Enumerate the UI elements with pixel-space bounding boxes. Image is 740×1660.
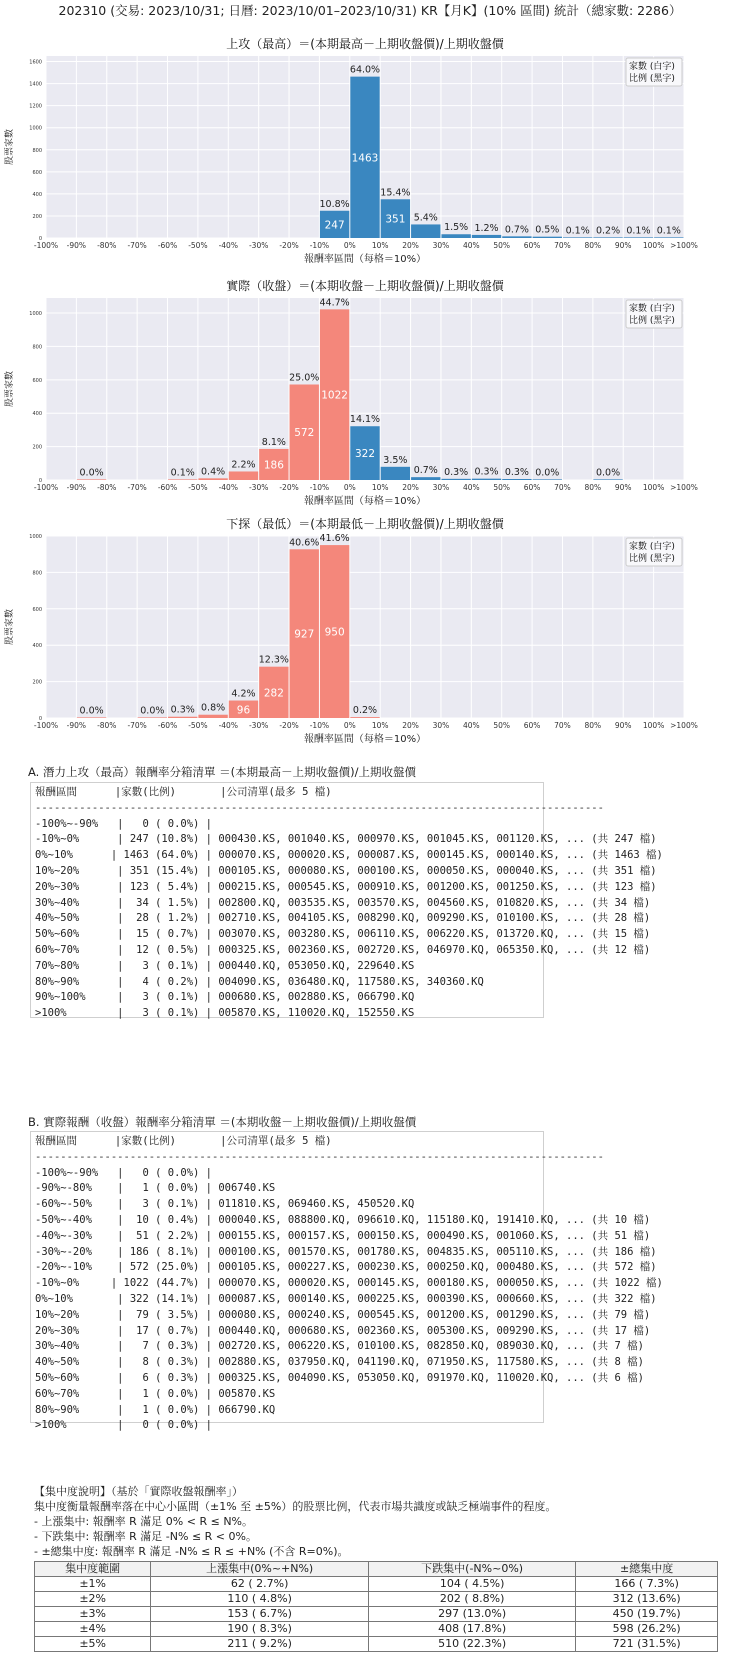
list-item: 40%~50% | 28 ( 1.2%) | 002710.KS, 004105.KS, 008290.KQ, 009290.KS, 010100.KS, ... (共 28 檔) xyxy=(35,912,651,925)
bar-count-label: 1022 xyxy=(321,389,348,402)
x-tick-label: 10% xyxy=(371,483,389,492)
bar-pct-label: 0.0% xyxy=(535,467,560,479)
table-cell: ±2% xyxy=(35,1592,151,1607)
table-cell: 153 ( 6.7%) xyxy=(151,1607,369,1622)
bar xyxy=(411,224,440,238)
bar xyxy=(138,717,167,718)
y-tick-label: 600 xyxy=(32,377,42,384)
legend-entry: 比例 (黑字) xyxy=(629,554,675,564)
x-tick-label: 0% xyxy=(343,483,356,492)
x-tick-label: -20% xyxy=(279,721,299,730)
y-tick-label: 1400 xyxy=(29,81,42,88)
bar-count-label: 322 xyxy=(354,448,376,461)
table-cell: 166 ( 7.3%) xyxy=(576,1577,718,1592)
table-cell: 721 (31.5%) xyxy=(576,1637,718,1652)
chart-high xyxy=(0,26,740,266)
bar-pct-label: 15.4% xyxy=(380,187,411,199)
list-item: 60%~70% | 12 ( 0.5%) | 000325.KS, 002360.KS, 002720.KS, 046970.KQ, 065350.KQ, ... (共 12 檔) xyxy=(35,943,651,956)
x-tick-label: -80% xyxy=(97,241,117,250)
x-tick-label: -50% xyxy=(188,721,208,730)
y-tick-label: 0 xyxy=(38,236,42,242)
list-item: -10%~0% | 247 (10.8%) | 000430.KS, 001040.KS, 000970.KS, 001045.KS, 001120.KS, ... (共 247 檔) xyxy=(35,833,657,846)
table-cell: 510 (22.3%) xyxy=(368,1637,575,1652)
bar-pct-label: 0.0% xyxy=(79,705,104,717)
bar-pct-label: 5.4% xyxy=(413,212,438,224)
bar xyxy=(533,479,562,480)
bar-pct-label: 0.3% xyxy=(170,704,195,716)
y-tick-label: 200 xyxy=(32,213,42,220)
bar-count-label: 186 xyxy=(263,459,284,472)
section-a-header: 報酬區間 |家數(比例) |公司清單(最多 5 檔) xyxy=(35,786,332,798)
bar-pct-label: 0.8% xyxy=(201,702,226,714)
bar-pct-label: 0.2% xyxy=(352,705,378,717)
bar-pct-label: 0.3% xyxy=(444,466,469,478)
y-tick-label: 0 xyxy=(38,716,42,722)
bar xyxy=(502,236,531,238)
x-axis-label: 報酬率區間（每格＝10%） xyxy=(303,734,427,745)
concentration-item: - 下跌集中: 報酬率 R 滿足 -N% ≤ R < 0%。 xyxy=(34,1530,257,1543)
list-item: 50%~60% | 6 ( 0.3%) | 000325.KS, 004090.KS, 053050.KQ, 091970.KQ, 110020.KQ, ... (共 6 檔) xyxy=(35,1371,644,1384)
bar-count-label: 96 xyxy=(236,704,251,717)
x-tick-label: >100% xyxy=(670,241,698,250)
bar xyxy=(624,237,653,238)
list-item: -30%~-20% | 186 ( 8.1%) | 000100.KS, 001570.KS, 001780.KS, 004835.KS, 005110.KS, ... (共 186 檔) xyxy=(35,1245,657,1258)
bar-pct-label: 8.1% xyxy=(261,436,286,448)
x-tick-label: -30% xyxy=(248,721,269,730)
bar xyxy=(502,479,531,480)
x-tick-label: 70% xyxy=(554,241,571,250)
concentration-table xyxy=(34,1561,718,1652)
bar xyxy=(593,237,622,238)
section-b-panel xyxy=(30,1131,663,1432)
x-tick-label: 50% xyxy=(493,483,511,492)
table-cell: ±5% xyxy=(35,1637,151,1652)
list-item: 30%~40% | 7 ( 0.3%) | 002720.KS, 006220.KS, 010100.KS, 082850.KQ, 089030.KQ, ... (共 7 檔) xyxy=(35,1340,644,1353)
x-tick-label: -70% xyxy=(127,241,147,250)
bar-pct-label: 1.2% xyxy=(474,222,499,234)
bar-pct-label: 0.0% xyxy=(140,705,165,717)
bar-pct-label: 0.4% xyxy=(201,466,226,478)
x-tick-label: -100% xyxy=(33,483,59,492)
section-a-separator: ------------------------------------------------------------------------------------------ xyxy=(35,801,604,814)
table-cell: 297 (13.0%) xyxy=(368,1607,575,1622)
bar-count-label: 247 xyxy=(324,219,345,232)
list-item: >100% | 3 ( 0.1%) | 005870.KS, 110020.KQ, 152550.KS xyxy=(35,1007,415,1020)
legend-entry: 家數 (白字) xyxy=(629,542,675,552)
chart-close xyxy=(0,268,740,506)
x-tick-label: 10% xyxy=(371,241,389,250)
legend-entry: 家數 (白字) xyxy=(629,62,675,72)
table-cell: ±3% xyxy=(35,1607,151,1622)
y-tick-label: 800 xyxy=(32,570,42,577)
bar-pct-label: 0.1% xyxy=(626,225,651,237)
column-header: 上漲集中(0%~+N%) xyxy=(151,1562,369,1577)
x-tick-label: -90% xyxy=(66,721,87,730)
list-item: 90%~100% | 3 ( 0.1%) | 000680.KS, 002880.KS, 066790.KQ xyxy=(35,991,415,1004)
y-tick-label: 1200 xyxy=(29,103,42,110)
table-cell: 104 ( 4.5%) xyxy=(368,1577,575,1592)
bar-pct-label: 0.1% xyxy=(656,225,681,237)
bar-pct-label: 3.5% xyxy=(383,454,408,466)
table-row xyxy=(35,1637,718,1652)
x-tick-label: -60% xyxy=(157,721,178,730)
list-item: 10%~20% | 351 (15.4%) | 000105.KS, 000080.KS, 000100.KS, 000050.KS, 000040.KS, ... (共 351 檔) xyxy=(35,864,657,877)
page-header: 202310 (交易: 2023/10/31; 日曆: 2023/10/01–2023/10/31) KR【月K】(10% 區間) 統計（總家數: 2286） xyxy=(58,3,682,18)
concentration-title: 【集中度說明】（基於「實際收盤報酬率」） xyxy=(34,1485,243,1498)
x-tick-label: -40% xyxy=(218,721,238,730)
x-tick-label: 40% xyxy=(462,483,480,492)
x-tick-label: -30% xyxy=(248,483,269,492)
x-tick-label: -50% xyxy=(188,483,208,492)
x-axis-label: 報酬率區間（每格＝10%） xyxy=(303,496,427,507)
x-tick-label: -90% xyxy=(66,241,87,250)
table-cell: 598 (26.2%) xyxy=(576,1622,718,1637)
x-tick-label: 70% xyxy=(554,721,571,730)
table-row xyxy=(35,1592,718,1607)
list-item: 10%~20% | 79 ( 3.5%) | 000080.KS, 000240.KS, 000545.KS, 001200.KS, 001290.KS, ... (共 79 檔) xyxy=(35,1308,651,1321)
bar-pct-label: 12.3% xyxy=(258,654,289,666)
section-b-header: 報酬區間 |家數(比例) |公司清單(最多 5 檔) xyxy=(35,1135,332,1147)
x-tick-label: 40% xyxy=(462,241,480,250)
list-item: 30%~40% | 34 ( 1.5%) | 002800.KQ, 003535.KS, 003570.KS, 004560.KS, 010820.KS, ... (共 34 檔) xyxy=(35,896,651,909)
bar-pct-label: 41.6% xyxy=(319,533,350,545)
list-item: -60%~-50% | 3 ( 0.1%) | 011810.KS, 069460.KS, 450520.KQ xyxy=(35,1198,415,1211)
x-tick-label: 60% xyxy=(523,241,541,250)
y-tick-label: 200 xyxy=(32,444,42,451)
y-axis-label: 股票家數 xyxy=(5,608,15,646)
x-tick-label: 30% xyxy=(432,241,450,250)
x-tick-label: -40% xyxy=(218,241,238,250)
concentration-desc: 集中度衡量報酬率落在中心小區間（±1% 至 ±5%）的股票比例，代表市場共識度或缺乏極端事件的程度。 xyxy=(34,1500,557,1513)
x-tick-label: 100% xyxy=(642,241,665,250)
table-cell: 211 ( 9.2%) xyxy=(151,1637,369,1652)
x-tick-label: 80% xyxy=(584,241,602,250)
x-tick-label: -40% xyxy=(218,483,238,492)
bar xyxy=(441,234,470,238)
table-row xyxy=(35,1607,718,1622)
table-row xyxy=(35,1577,718,1592)
bar-pct-label: 0.3% xyxy=(504,466,529,478)
x-tick-label: 90% xyxy=(614,241,632,250)
chart-title: 實際（收盤）＝(本期收盤－上期收盤價)/上期收盤價 xyxy=(226,279,504,293)
table-cell: ±1% xyxy=(35,1577,151,1592)
bar xyxy=(198,715,227,718)
bar-pct-label: 0.7% xyxy=(504,224,529,236)
x-tick-label: -60% xyxy=(157,483,178,492)
list-item: >100% | 0 ( 0.0%) | xyxy=(35,1419,213,1432)
bar-pct-label: 40.6% xyxy=(289,537,320,549)
bar xyxy=(533,237,562,238)
section-b-separator: ------------------------------------------------------------------------------------------ xyxy=(35,1150,604,1163)
x-tick-label: 30% xyxy=(432,483,450,492)
bar xyxy=(472,235,501,238)
x-tick-label: -70% xyxy=(127,483,147,492)
x-tick-label: 0% xyxy=(343,241,356,250)
x-tick-label: 90% xyxy=(614,483,632,492)
bar-pct-label: 0.0% xyxy=(79,467,104,479)
list-item: 20%~30% | 123 ( 5.4%) | 000215.KS, 000545.KS, 000910.KS, 001200.KS, 001250.KS, ... (共 123 檔) xyxy=(35,880,657,893)
x-tick-label: -20% xyxy=(279,483,299,492)
y-tick-label: 800 xyxy=(32,147,42,154)
table-cell: 408 (17.8%) xyxy=(368,1622,575,1637)
y-tick-label: 200 xyxy=(32,679,42,686)
y-axis-label: 股票家數 xyxy=(5,370,15,408)
y-tick-label: 800 xyxy=(32,344,42,351)
y-tick-label: 400 xyxy=(32,411,42,418)
list-item: -50%~-40% | 10 ( 0.4%) | 000040.KS, 088800.KQ, 096610.KQ, 115180.KQ, 191410.KQ, ... (共 10 檔) xyxy=(35,1213,651,1226)
x-tick-label: 90% xyxy=(614,721,632,730)
list-item: -10%~0% | 1022 (44.7%) | 000070.KS, 000020.KS, 000145.KS, 000180.KS, 000050.KS, ... (共 1022 檔) xyxy=(35,1277,663,1290)
x-tick-label: 20% xyxy=(402,721,419,730)
x-tick-label: 40% xyxy=(462,721,480,730)
x-tick-label: 50% xyxy=(493,721,511,730)
x-tick-label: >100% xyxy=(670,483,698,492)
bar-pct-label: 64.0% xyxy=(349,64,381,76)
bar xyxy=(198,478,227,480)
table-cell: 110 ( 4.8%) xyxy=(151,1592,369,1607)
x-tick-label: -70% xyxy=(127,721,147,730)
table-cell: 450 (19.7%) xyxy=(576,1607,718,1622)
bar-pct-label: 4.2% xyxy=(231,688,256,700)
x-tick-label: -100% xyxy=(33,721,59,730)
x-tick-label: -80% xyxy=(97,483,117,492)
table-cell: 312 (13.6%) xyxy=(576,1592,718,1607)
bar xyxy=(77,717,106,718)
y-tick-label: 600 xyxy=(32,606,42,613)
bar xyxy=(472,479,501,480)
column-header: 集中度範圍 xyxy=(35,1562,151,1577)
bar-pct-label: 25.0% xyxy=(289,372,320,384)
x-tick-label: -30% xyxy=(248,241,269,250)
bar-pct-label: 0.1% xyxy=(170,467,195,479)
x-tick-label: 60% xyxy=(523,721,541,730)
x-tick-label: 30% xyxy=(432,721,450,730)
x-tick-label: 20% xyxy=(402,483,419,492)
y-axis-label: 股票家數 xyxy=(5,128,15,166)
list-item: -20%~-10% | 572 (25.0%) | 000105.KS, 000227.KS, 000230.KS, 000250.KQ, 000480.KS, ... (共 572 檔) xyxy=(35,1261,657,1274)
x-tick-label: -50% xyxy=(188,241,208,250)
x-tick-label: 100% xyxy=(642,483,665,492)
bar-count-label: 1463 xyxy=(351,152,379,165)
y-tick-label: 1000 xyxy=(29,311,42,318)
x-tick-label: -10% xyxy=(309,241,330,250)
table-cell: 190 ( 8.3%) xyxy=(151,1622,369,1637)
list-item: 50%~60% | 15 ( 0.7%) | 003070.KS, 003280.KS, 006110.KS, 006220.KS, 013720.KQ, ... (共 15 檔) xyxy=(35,928,651,941)
bar-count-label: 950 xyxy=(324,626,345,639)
legend-entry: 家數 (白字) xyxy=(629,304,675,314)
table-cell: 202 ( 8.8%) xyxy=(368,1592,575,1607)
bar-count-label: 351 xyxy=(385,213,406,226)
plot-area xyxy=(46,536,684,718)
bar-pct-label: 14.1% xyxy=(349,414,381,426)
y-tick-label: 400 xyxy=(32,191,42,198)
y-tick-label: 1600 xyxy=(29,59,42,66)
x-tick-label: -10% xyxy=(309,483,330,492)
section-b-title: B. 實際報酬（收盤）報酬率分箱清單 ＝(本期收盤－上期收盤價)/上期收盤價 xyxy=(28,1115,417,1129)
x-axis-label: 報酬率區間（每格＝10%） xyxy=(303,254,427,265)
column-header: ±總集中度 xyxy=(576,1562,718,1577)
x-tick-label: 50% xyxy=(493,241,511,250)
table-cell: 62 ( 2.7%) xyxy=(151,1577,369,1592)
bar-count-label: 282 xyxy=(263,687,284,700)
list-item: -90%~-80% | 1 ( 0.0%) | 006740.KS xyxy=(35,1182,276,1195)
bar-pct-label: 10.8% xyxy=(319,198,350,210)
section-a-title: A. 潛力上攻（最高）報酬率分箱清單 ＝(本期最高－上期收盤價)/上期收盤價 xyxy=(28,765,416,779)
bar-pct-label: 0.7% xyxy=(413,465,438,477)
x-tick-label: -80% xyxy=(97,721,117,730)
x-tick-label: 0% xyxy=(343,721,356,730)
bar xyxy=(441,479,470,480)
x-tick-label: 20% xyxy=(402,241,419,250)
bar-pct-label: 1.5% xyxy=(444,222,469,234)
bar-pct-label: 0.0% xyxy=(595,467,621,479)
column-header: 下跌集中(-N%~0%) xyxy=(368,1562,575,1577)
table-row xyxy=(35,1622,718,1637)
section-a-panel xyxy=(30,782,663,1020)
x-tick-label: 80% xyxy=(584,483,602,492)
bar xyxy=(563,237,592,238)
x-tick-label: -10% xyxy=(309,721,330,730)
y-tick-label: 400 xyxy=(32,643,42,650)
chart-low xyxy=(0,506,740,746)
list-item: 70%~80% | 3 ( 0.1%) | 000440.KQ, 053050.KQ, 229640.KS xyxy=(35,959,415,972)
chart-title: 上攻（最高）＝(本期最高－上期收盤價)/上期收盤價 xyxy=(226,37,504,51)
x-tick-label: -60% xyxy=(157,241,178,250)
bar xyxy=(654,237,683,238)
y-tick-label: 1000 xyxy=(29,125,42,132)
list-item: -100%~-90% | 0 ( 0.0%) | xyxy=(35,817,213,830)
y-tick-label: 1000 xyxy=(29,534,42,540)
y-tick-label: 0 xyxy=(38,478,42,484)
list-item: 80%~90% | 1 ( 0.0%) | 066790.KQ xyxy=(35,1403,276,1416)
list-item: 0%~10% | 322 (14.1%) | 000087.KS, 000140.KS, 000225.KS, 000390.KS, 000660.KS, ... (共 322 檔) xyxy=(35,1292,657,1305)
list-item: -40%~-30% | 51 ( 2.2%) | 000155.KS, 000157.KS, 000150.KS, 000490.KS, 001060.KS, ... (共 51 檔) xyxy=(35,1229,651,1242)
bar xyxy=(411,477,440,480)
bar xyxy=(168,479,197,480)
x-tick-label: >100% xyxy=(670,721,698,730)
legend-entry: 比例 (黑字) xyxy=(629,316,675,326)
bar xyxy=(381,467,410,480)
bar-pct-label: 0.2% xyxy=(595,225,621,237)
concentration-item: - ±總集中度: 報酬率 R 滿足 -N% ≤ R ≤ +N% (不含 R=0%)。 xyxy=(34,1545,349,1558)
bar xyxy=(229,471,258,480)
list-item: 80%~90% | 4 ( 0.2%) | 004090.KS, 036480.KQ, 117580.KS, 340360.KQ xyxy=(35,975,484,988)
bar xyxy=(168,717,197,718)
bar xyxy=(593,479,622,480)
x-tick-label: 80% xyxy=(584,721,602,730)
list-item: 0%~10% | 1463 (64.0%) | 000070.KS, 000020.KS, 000087.KS, 000145.KS, 000140.KS, ... (共 1463 檔) xyxy=(35,849,663,862)
list-item: 40%~50% | 8 ( 0.3%) | 002880.KS, 037950.KQ, 041190.KQ, 071950.KS, 117580.KS, ... (共 8 檔) xyxy=(35,1356,644,1369)
x-tick-label: -100% xyxy=(33,241,59,250)
concentration-item: - 上漲集中: 報酬率 R 滿足 0% < R ≤ N%。 xyxy=(34,1515,253,1528)
legend-entry: 比例 (黑字) xyxy=(629,74,675,84)
bar-count-label: 572 xyxy=(294,427,315,440)
list-item: 20%~30% | 17 ( 0.7%) | 000440.KQ, 000680.KS, 002360.KS, 005300.KS, 009290.KS, ... (共 17 檔) xyxy=(35,1324,651,1337)
list-item: -100%~-90% | 0 ( 0.0%) | xyxy=(35,1166,213,1179)
x-tick-label: -20% xyxy=(279,241,299,250)
x-tick-label: 70% xyxy=(554,483,571,492)
bar-pct-label: 2.2% xyxy=(231,459,256,471)
bar-pct-label: 0.1% xyxy=(565,225,590,237)
x-tick-label: 100% xyxy=(642,721,665,730)
bar-pct-label: 44.7% xyxy=(319,297,350,309)
x-tick-label: -90% xyxy=(66,483,87,492)
concentration-notes xyxy=(34,1484,556,1559)
table-header-row xyxy=(35,1562,718,1577)
x-tick-label: 10% xyxy=(371,721,389,730)
x-tick-label: 60% xyxy=(523,483,541,492)
y-tick-label: 600 xyxy=(32,169,42,176)
chart-title: 下探（最低）＝(本期最低－上期收盤價)/上期收盤價 xyxy=(226,517,504,531)
table-cell: ±4% xyxy=(35,1622,151,1637)
list-item: 60%~70% | 1 ( 0.0%) | 005870.KS xyxy=(35,1387,276,1400)
bar xyxy=(350,717,379,718)
bar-pct-label: 0.3% xyxy=(474,466,499,478)
bar-count-label: 927 xyxy=(294,628,315,641)
bar xyxy=(77,479,106,480)
bar-pct-label: 0.5% xyxy=(535,224,560,236)
